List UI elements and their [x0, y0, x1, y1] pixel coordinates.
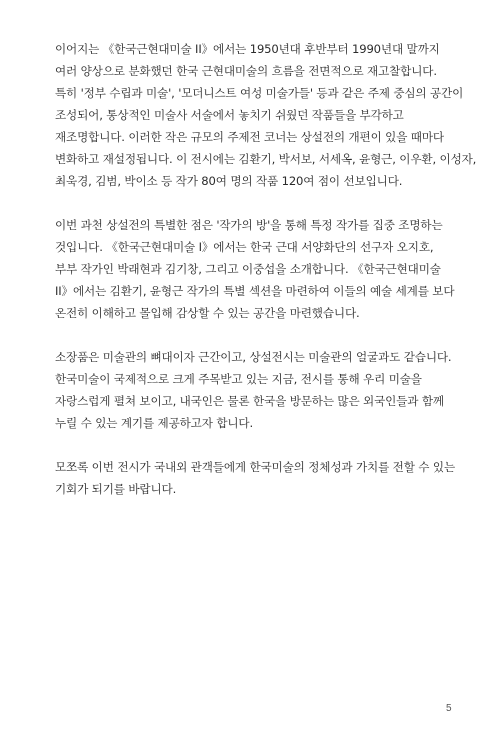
text-line: 기회가 되기를 바랍니다.	[55, 482, 177, 496]
page-number: 5	[446, 703, 452, 714]
text-line: 여러 양상으로 분화했던 한국 근현대미술의 흐름을 전면적으로 재고찰합니다.	[55, 64, 437, 78]
text-line: II》에서는 김환기, 윤형근 작가의 특별 섹션을 마련하여 이들의 예술 세계를 보다	[55, 284, 455, 298]
text-line: 변화하고 재설정됩니다. 이 전시에는 김환기, 박서보, 서세옥, 윤형근, 이우환, 이성자,	[55, 152, 477, 166]
text-line: 재조명합니다. 이러한 작은 규모의 주제전 코너는 상설전의 개편이 있을 때마다	[55, 130, 444, 144]
text-line: 이번 과천 상설전의 특별한 점은 '작가의 방'을 통해 특정 작가를 집중 조명하는	[55, 218, 443, 232]
text-line: 한국미술이 국제적으로 크게 주목받고 있는 지금, 전시를 통해 우리 미술을	[55, 372, 422, 386]
text-line: 자랑스럽게 펼쳐 보이고, 내국인은 물론 한국을 방문하는 많은 외국인들과 함께	[55, 394, 444, 408]
paragraph-2	[55, 214, 475, 324]
paragraph-3	[55, 346, 475, 434]
text-line: 소장품은 미술관의 뼈대이자 근간이고, 상설전시는 미술관의 얼굴과도 같습니다.	[55, 350, 452, 364]
paragraph-spacer	[55, 192, 475, 214]
text-line: 것입니다. 《한국근현대미술 I》에서는 한국 근대 서양화단의 선구자 오지호,	[55, 240, 434, 254]
text-line: 최욱경, 김범, 박이소 등 작가 80여 명의 작품 120여 점이 선보입니다.	[55, 174, 403, 188]
paragraph-spacer	[55, 434, 475, 456]
paragraph-spacer	[55, 324, 475, 346]
text-line: 특히 '정부 수립과 미술', '모더니스트 여성 미술가들' 등과 같은 주제 중심의 공간이	[55, 86, 464, 100]
text-line: 모쪼록 이번 전시가 국내외 관객들에게 한국미술의 정체성과 가치를 전할 수 있는	[55, 460, 455, 474]
paragraph-1	[55, 38, 475, 192]
text-line: 부부 작가인 박래현과 김기창, 그리고 이중섭을 소개합니다. 《한국근현대미술	[55, 262, 441, 276]
text-line: 온전히 이해하고 몰입해 감상할 수 있는 공간을 마련했습니다.	[55, 306, 360, 320]
text-line: 조성되어, 통상적인 미술사 서술에서 놓치기 쉬웠던 작품들을 부각하고	[55, 108, 404, 122]
body-text	[55, 38, 475, 500]
text-line: 이어지는 《한국근현대미술 II》에서는 1950년대 후반부터 1990년대 말까지	[55, 42, 440, 56]
text-line: 누릴 수 있는 계기를 제공하고자 합니다.	[55, 416, 254, 430]
paragraph-4	[55, 456, 475, 500]
